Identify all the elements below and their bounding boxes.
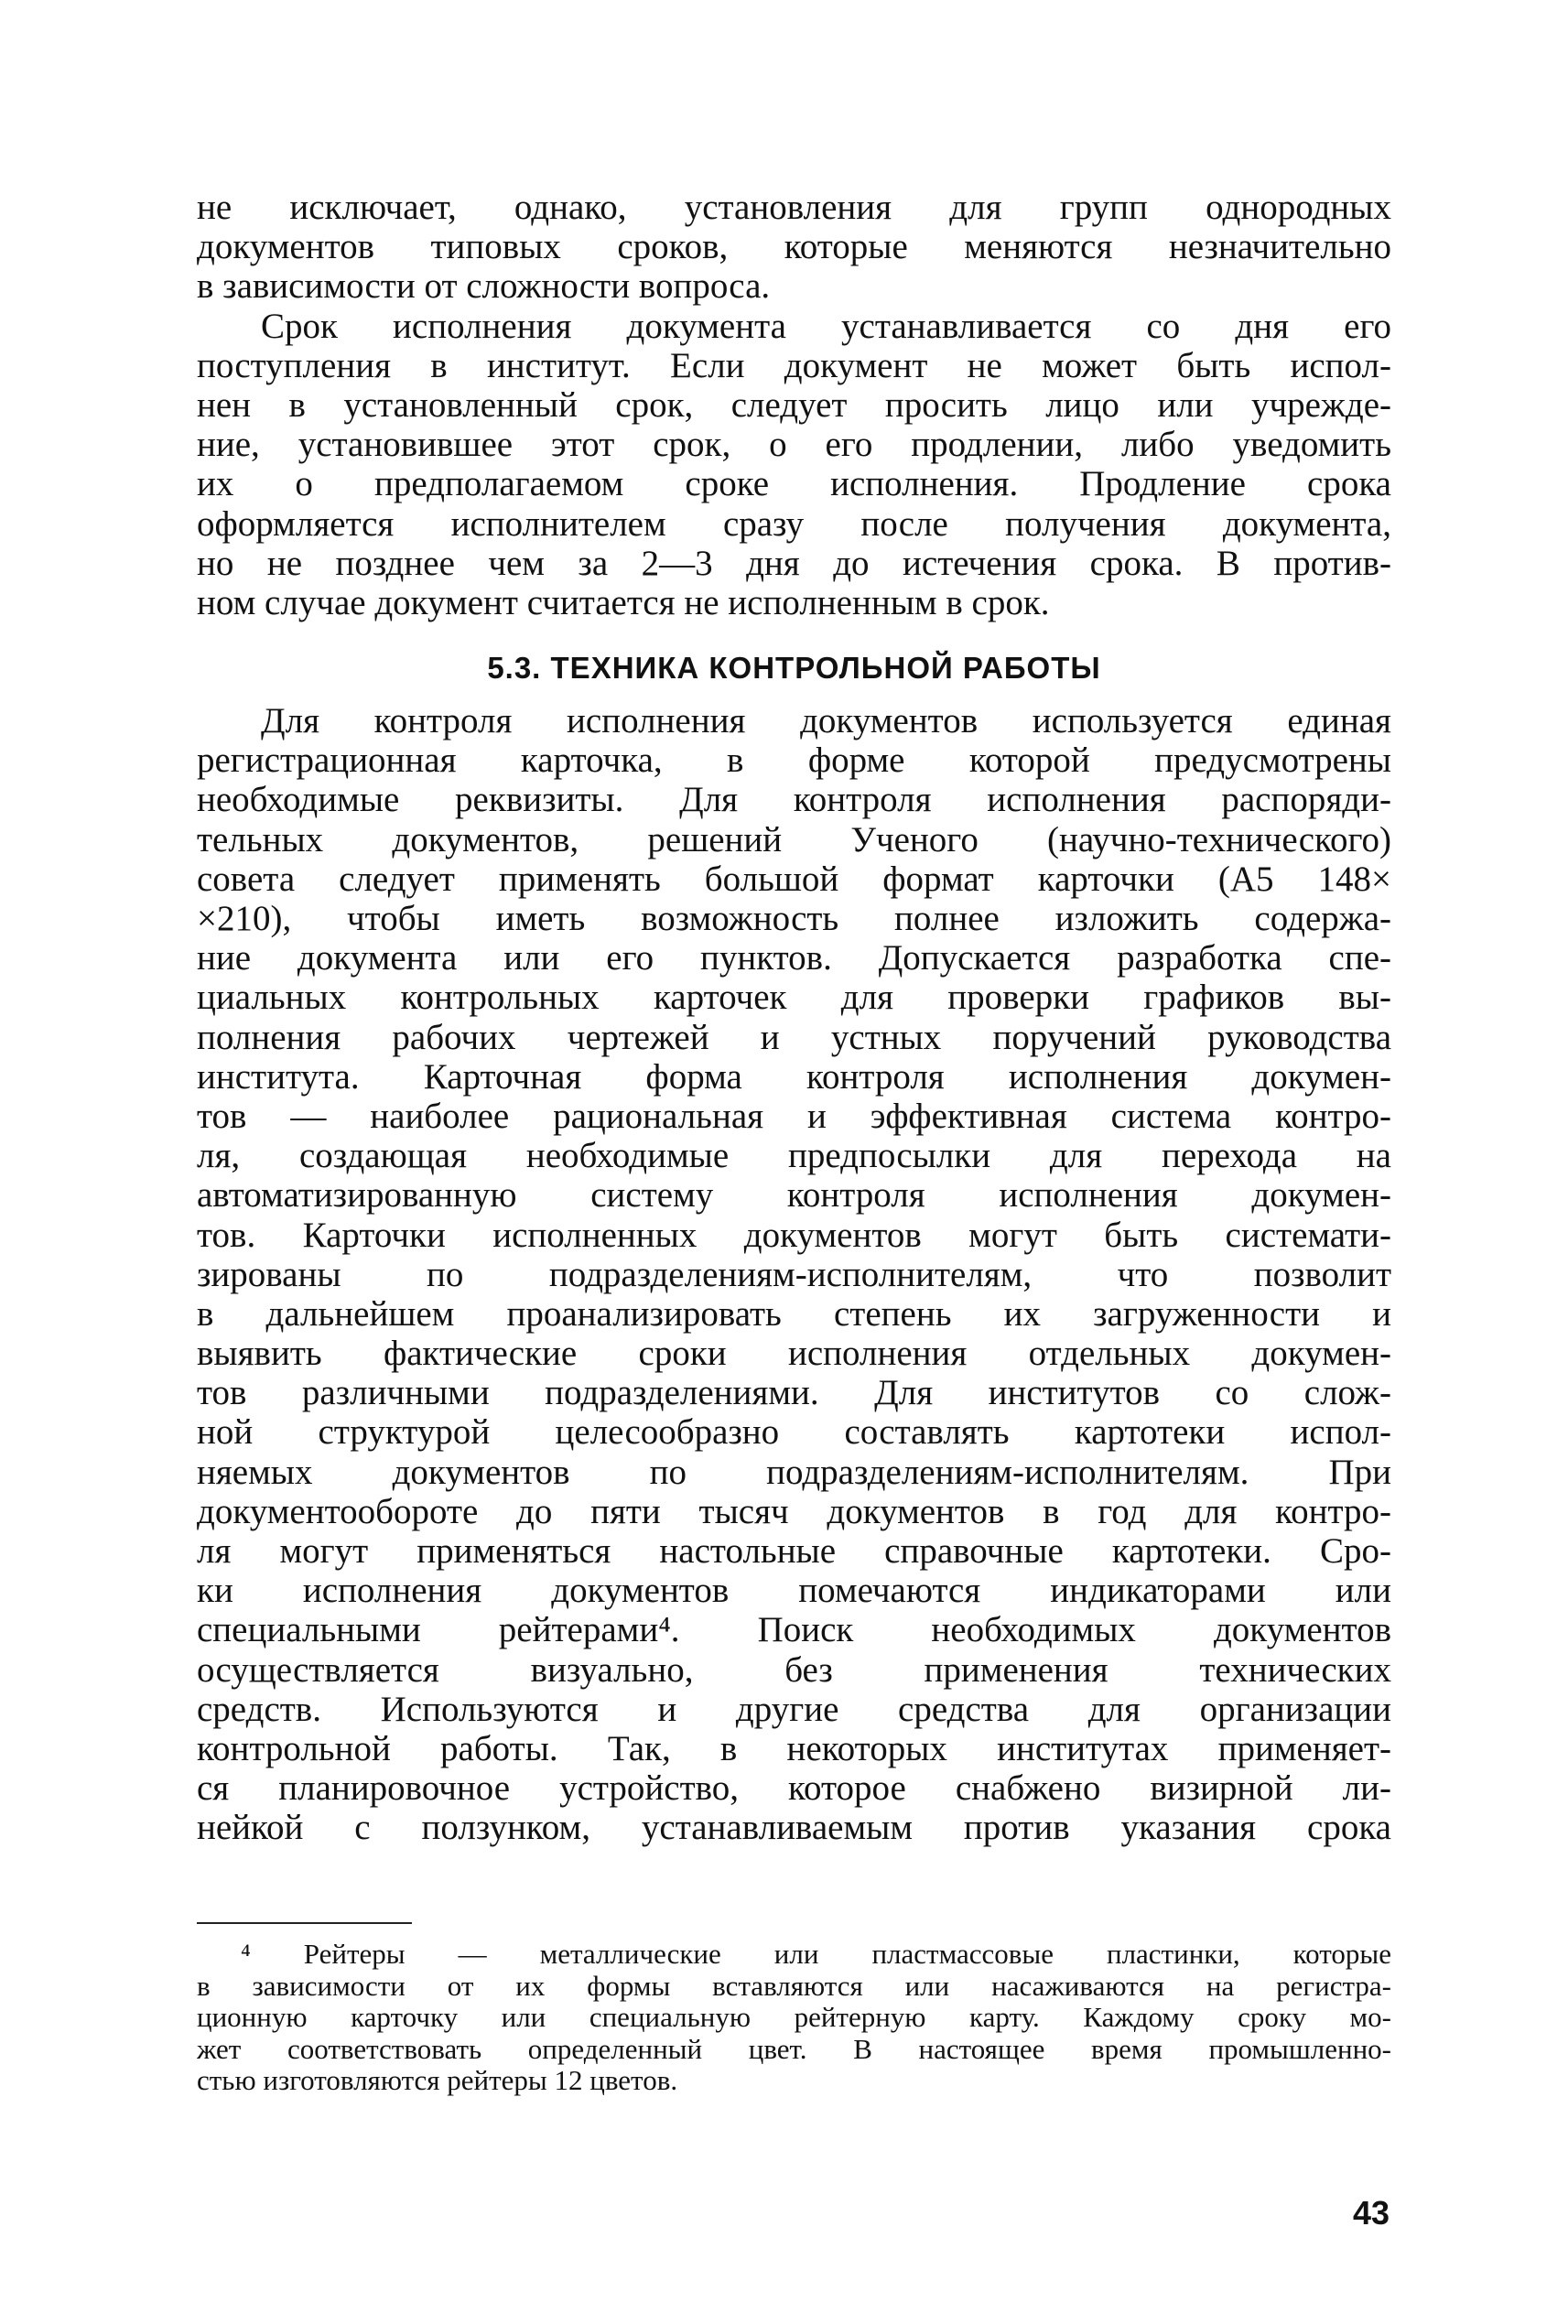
footnote-line: в зависимости от их формы вставляются или насаживаются на регистра- [197, 1970, 1391, 2002]
text-line: Для контроля исполнения документов используется единая [261, 701, 1391, 741]
text-line: но не позднее чем за 2—3 дня до истечения срока. В против- [197, 543, 1391, 583]
text-line: циальных контрольных карточек для проверки графиков вы- [197, 978, 1391, 1018]
text-line: полнения рабочих чертежей и устных поручений руководства [197, 1017, 1391, 1057]
text-line: необходимые реквизиты. Для контроля исполнения распоряди- [197, 780, 1391, 820]
text-line: автоматизированную систему контроля исполнения докумен- [197, 1175, 1391, 1216]
footnote-line: стью изготовляются рейтеры 12 цветов. [197, 2065, 678, 2096]
text-line: их о предполагаемом сроке исполнения. Продление срока [197, 464, 1391, 504]
text-line: ние документа или его пунктов. Допускается разработка спе- [197, 938, 1391, 978]
text-line: средств. Используются и другие средства для организации [197, 1689, 1391, 1729]
text-line: ля могут применяться настольные справочные картотеки. Сро- [197, 1531, 1391, 1571]
text-line: в дальнейшем проанализировать степень их загруженности и [197, 1293, 1391, 1334]
text-line: тельных документов, решений Ученого (научно-технического) [197, 819, 1391, 859]
section-heading: 5.3. ТЕХНИКА КОНТРОЛЬНОЙ РАБОТЫ [487, 651, 1101, 686]
text-line: документов типовых сроков, которые меняются незначительно [197, 227, 1391, 267]
main-text [197, 188, 1391, 1848]
text-line: Срок исполнения документа устанавливается со дня его [261, 306, 1391, 346]
text-line: ся планировочное устройство, которое снабжено визирной ли- [197, 1768, 1391, 1809]
text-line: ки исполнения документов помечаются индикаторами или [197, 1571, 1391, 1611]
text-line: института. Карточная форма контроля исполнения докумен- [197, 1056, 1391, 1097]
footnote-line: ционную карточку или специальную рейтерную карту. Каждому сроку мо- [197, 2002, 1391, 2033]
footnote [197, 1939, 1391, 2097]
footnote-divider [197, 1922, 412, 1924]
text-line: ние, установившее этот срок, о его продлении, либо уведомить [197, 425, 1391, 465]
footnote-line: ⁴ Рейтеры — металлические или пластмассовые пластинки, которые [241, 1939, 1391, 1970]
text-line: совета следует применять большой формат карточки (А5 148× [197, 859, 1391, 899]
text-line: нен в установленный срок, следует просить лицо или учрежде- [197, 384, 1391, 425]
text-line: тов — наиболее рациональная и эффективная система контро- [197, 1096, 1391, 1136]
text-line: тов. Карточки исполненных документов могут быть системати- [197, 1215, 1391, 1255]
text-line: тов различными подразделениями. Для институтов со слож- [197, 1373, 1391, 1413]
text-line: контрольной работы. Так, в некоторых институтах применяет- [197, 1728, 1391, 1768]
text-line: в зависимости от сложности вопроса. [197, 266, 771, 307]
text-line: ля, создающая необходимые предпосылки для перехода на [197, 1136, 1391, 1176]
text-line: выявить фактические сроки исполнения отдельных докумен- [197, 1334, 1391, 1374]
page-number: 43 [1352, 2194, 1390, 2232]
text-line: регистрационная карточка, в форме которой предусмотрены [197, 740, 1391, 781]
text-line: нейкой с ползунком, устанавливаемым против указания срока [197, 1808, 1391, 1848]
text-line: специальными рейтерами⁴. Поиск необходимых документов [197, 1610, 1391, 1650]
paragraph-continued [197, 188, 1391, 307]
text-line: ной структурой целесообразно составлять картотеки испол- [197, 1412, 1391, 1453]
text-line: зированы по подразделениям-исполнителям, что позволит [197, 1254, 1391, 1294]
paragraph-control-technique [197, 701, 1391, 1847]
text-line: няемых документов по подразделениям-исполнителям. При [197, 1452, 1391, 1492]
paragraph-deadline [197, 307, 1391, 623]
text-line: не исключает, однако, установления для групп однородных [197, 188, 1391, 227]
text-line: ном случае документ считается не исполненным в срок. [197, 582, 1050, 622]
footnote-line: жет соответствовать определенный цвет. В настоящее время промышленно- [197, 2033, 1391, 2065]
text-line: документообороте до пяти тысяч документов в год для контро- [197, 1491, 1391, 1531]
text-line: поступления в институт. Если документ не может быть испол- [197, 345, 1391, 385]
text-line: ×210), чтобы иметь возможность полнее изложить содержа- [197, 899, 1391, 938]
text-line: осуществляется визуально, без применения технических [197, 1649, 1391, 1690]
text-line: оформляется исполнителем сразу после получения документа, [197, 503, 1391, 544]
